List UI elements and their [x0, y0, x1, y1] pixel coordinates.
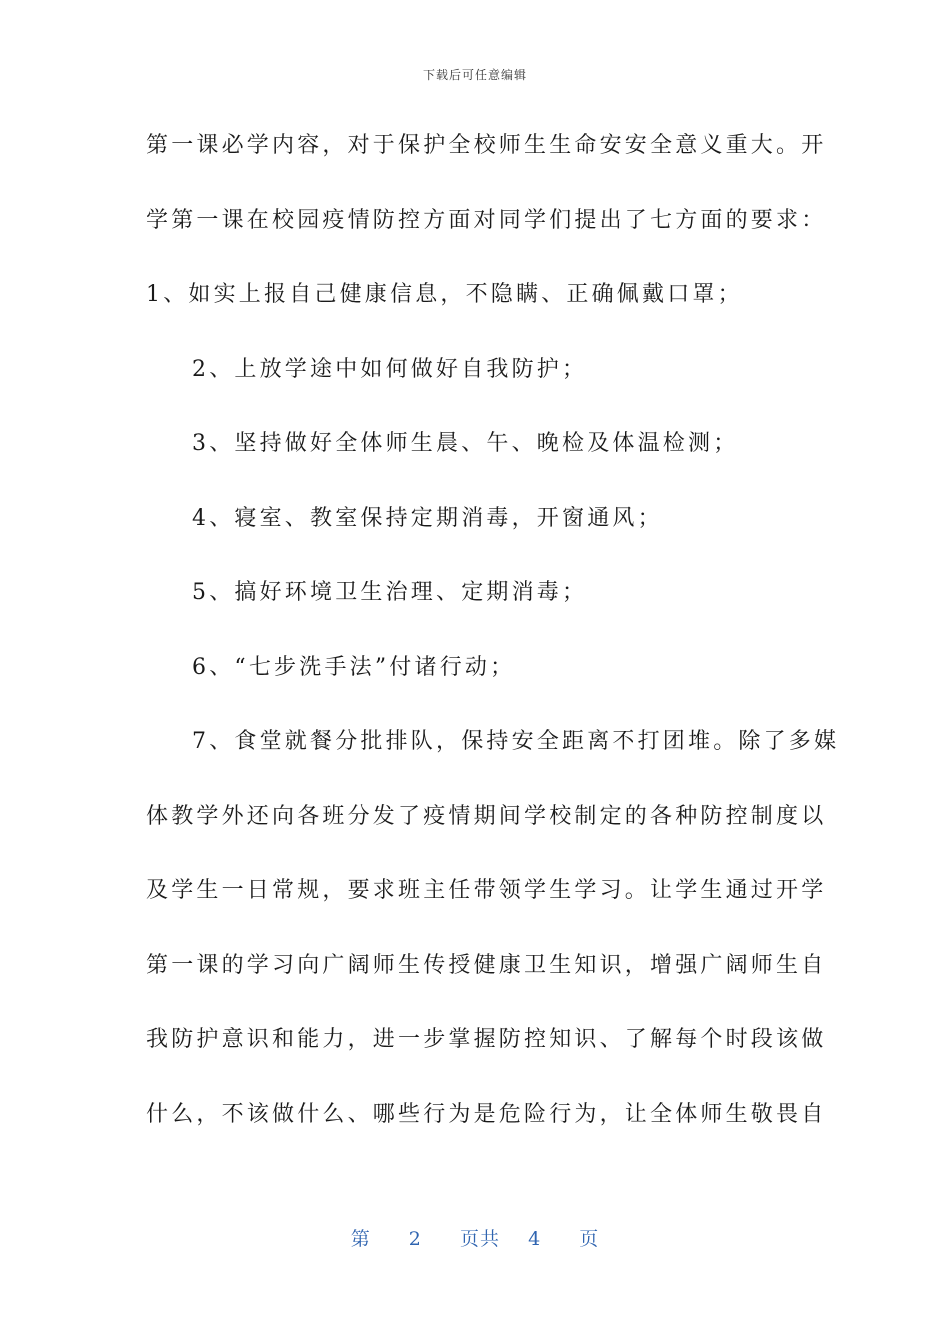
list-item: 2、上放学途中如何做好自我防护； [192, 356, 588, 382]
document-body [146, 124, 840, 1167]
list-item: 7、食堂就餐分批排队，保持安全距离不打团堆。除了多媒 [192, 729, 840, 754]
page-footer [0, 1224, 950, 1251]
list-item: 6、“七步洗手法”付诸行动； [192, 654, 516, 680]
body-line: 什么，不该做什么、哪些行为是危险行为，让全体师生敬畏自 [146, 1101, 827, 1127]
body-line: 体教学外还向各班分发了疫情期间学校制定的各种防控制度以 [146, 803, 827, 829]
body-line: 学第一课在校园疫情防控方面对同学们提出了七方面的要求： [146, 207, 827, 233]
page-header: 下载后可任意编辑 [422, 68, 527, 82]
list-item: 1、如实上报自己健康信息，不隐瞒、正确佩戴口罩； [146, 282, 743, 307]
current-page-number: 2 [408, 1228, 422, 1250]
body-line: 第一课的学习向广阔师生传授健康卫生知识，增强广阔师生自 [146, 952, 827, 978]
body-line: 第一课必学内容，对于保护全校师生生命安安全意义重大。开 [146, 133, 827, 158]
page-label-prefix: 第 [350, 1228, 371, 1250]
list-item: 5、搞好环境卫生治理、定期消毒； [192, 580, 588, 605]
list-item: 3、坚持做好全体师生晨、午、晚检及体温检测； [192, 431, 739, 456]
page-label-mid: 页共 [459, 1228, 500, 1250]
page-label-suffix: 页 [579, 1228, 600, 1250]
list-item: 4、寝室、教室保持定期消毒，开窗通风； [192, 505, 663, 531]
total-pages-number: 4 [528, 1228, 542, 1250]
body-line: 我防护意识和能力，进一步掌握防控知识、了解每个时段该做 [146, 1027, 827, 1052]
body-line: 及学生一日常规，要求班主任带领学生学习。让学生通过开学 [146, 878, 827, 903]
